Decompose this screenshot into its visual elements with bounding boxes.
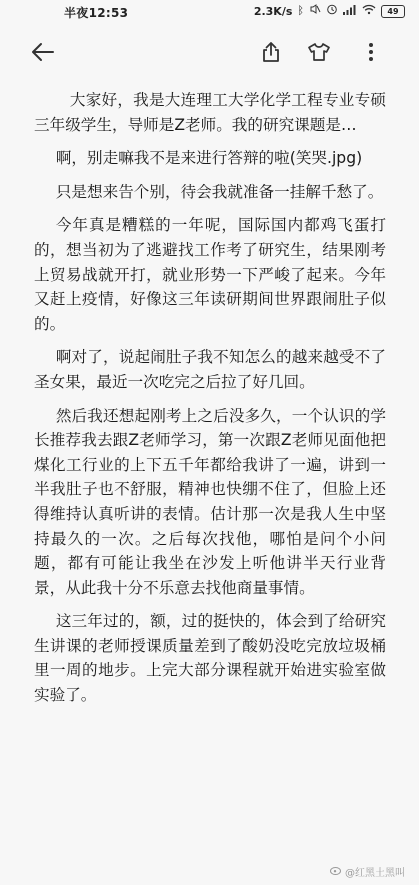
watermark: [330, 864, 405, 879]
signal-icon: [343, 4, 357, 19]
article-paragraph: 今年真是糟糕的一年呢，国际国内都鸡飞蛋打的，想当初为了逃避找工作考了研究生，结果刚考上贸易战就开打，就业形势一下严峻了起来。今年又赶上疫情，好像这三年读研期间世界跟闹肚子似的。: [34, 216, 386, 333]
watermark-text: @红黑土黑叫: [345, 868, 405, 879]
mute-icon: [309, 3, 321, 19]
top-toolbar: [0, 30, 419, 78]
article-paragraph: 这三年过的，额，过的挺快的，体会到了给研究生讲课的老师授课质量差到了酸奶没吃完放垃圾桶里一周的地步。上完大部分课程就开始进实验室做实验了。: [34, 612, 386, 705]
bluetooth-icon: ᛒ: [297, 4, 304, 17]
status-time: 半夜12:53: [64, 6, 129, 20]
back-arrow-icon: [31, 42, 55, 66]
more-vertical-icon: [368, 42, 374, 66]
weibo-icon: [330, 865, 342, 878]
battery-icon: 49: [381, 5, 405, 18]
article-paragraph: 啊，别走嘛我不是来进行答辩的啦(笑哭.jpg): [55, 149, 363, 168]
status-icons: [254, 3, 405, 19]
wifi-icon: [362, 4, 376, 19]
network-speed: 2.3K/s: [253, 4, 293, 18]
status-bar: [0, 0, 419, 22]
article-paragraph: 然后我还想起刚考上之后没多久，一个认识的学长推荐我去跟Z老师学习，第一次跟Z老师见面他把煤化工行业的上下五千年都给我讲了一遍，讲到一半我肚子也不舒服，精神也快绷不住了，但脸上还得维持认真听讲的表情。估计那一次是我人生中坚持最久的一次。之后每次找他，哪怕是问个小问题，都有可能让我坐在沙发上听他讲半天行业背景，从此我十分不乐意去找他商量事情。: [34, 406, 386, 597]
alarm-icon: [326, 3, 338, 19]
article-paragraph: 只是想来告个别，待会我就准备一挂解千愁了。: [55, 182, 384, 201]
share-button[interactable]: [257, 40, 285, 68]
article-paragraph: 啊对了，说起闹肚子我不知怎么的越来越受不了圣女果，最近一次吃完之后拉了好几回。: [34, 348, 386, 391]
more-options-button[interactable]: [357, 40, 385, 68]
article-body: [34, 88, 386, 717]
article-paragraph: 大家好，我是大连理工大学化学工程专业专硕三年级学生，导师是Z老师。我的研究课题是…: [34, 91, 386, 134]
back-button[interactable]: [29, 40, 57, 68]
tshirt-icon: [307, 42, 331, 66]
share-icon: [261, 41, 281, 67]
skin-button[interactable]: [305, 40, 333, 68]
